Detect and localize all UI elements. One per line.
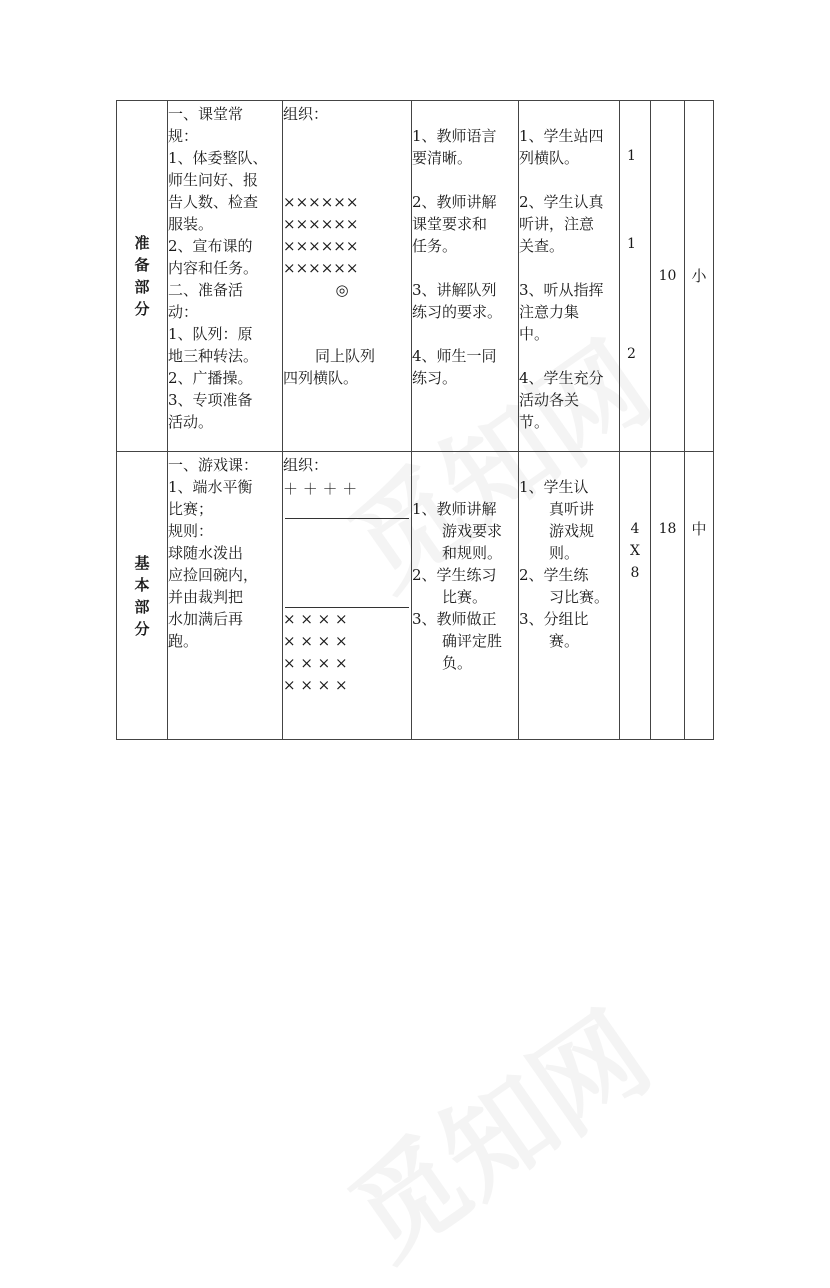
- content-line: 3、专项准备: [168, 391, 253, 409]
- times-value: 4: [630, 521, 640, 537]
- content-line: 告人数、检查: [168, 193, 259, 211]
- content-line: 动：: [168, 303, 199, 321]
- formation-row: × × × ×: [283, 610, 348, 628]
- watermark: [315, 970, 676, 1288]
- teacher-line: 课堂要求和: [412, 215, 488, 233]
- student-line: 活动各关: [519, 391, 580, 409]
- org-note: 同上队列: [315, 347, 376, 365]
- student-activity-cell: [519, 452, 620, 740]
- content-line: 1、端水平衡: [168, 478, 253, 496]
- intensity-cell: [685, 101, 714, 452]
- teacher-line: 练习。: [412, 369, 458, 387]
- teacher-activity-cell: [412, 452, 519, 740]
- teacher-line: 任务。: [412, 237, 458, 255]
- content-line: 规：: [168, 127, 199, 145]
- student-line: 4、学生充分: [519, 369, 604, 387]
- table-row-basic: [117, 452, 714, 740]
- formation-row: ××××××: [283, 193, 359, 211]
- student-activity-cell: [519, 101, 620, 452]
- content-line: 比赛；: [168, 500, 214, 518]
- organization-cell: [283, 452, 412, 740]
- content-line: 一、课堂常: [168, 105, 244, 123]
- times-value: 2: [627, 346, 636, 362]
- minutes-value: 18: [658, 521, 677, 537]
- content-cell: [168, 101, 283, 452]
- teacher-line: 要清晰。: [412, 149, 473, 167]
- teacher-line: 4、师生一同: [412, 347, 497, 365]
- teacher-line: 1、教师讲解: [412, 500, 497, 518]
- title-char: 分: [134, 300, 150, 318]
- intensity-value: 中: [691, 520, 707, 538]
- content-line: 师生问好、报: [168, 171, 259, 189]
- teacher-line: 2、学生练习: [412, 566, 497, 584]
- org-label: 组织：: [283, 105, 329, 123]
- title-char: 备: [134, 256, 150, 274]
- teacher-line: 1、教师语言: [412, 127, 497, 145]
- times-cell: [620, 101, 651, 452]
- lesson-plan-table: [116, 100, 714, 740]
- intensity-cell: [685, 452, 714, 740]
- organization-cell: [283, 101, 412, 452]
- content-line: 1、队列：原: [168, 325, 253, 343]
- content-line: 跑。: [168, 632, 199, 650]
- student-line: 关查。: [519, 237, 565, 255]
- content-line: 应捡回碗内，: [168, 566, 259, 584]
- teacher-line: 练习的要求。: [412, 303, 503, 321]
- formation-row: × × × ×: [283, 632, 348, 650]
- content-line: 活动。: [168, 413, 214, 431]
- title-char: 基: [134, 553, 150, 572]
- formation-row: × × × ×: [283, 654, 348, 672]
- teacher-line: 确评定胜: [442, 632, 503, 650]
- formation-row: × × × ×: [283, 676, 348, 694]
- times-value: 8: [630, 565, 640, 581]
- teacher-line: 3、教师做正: [412, 610, 497, 628]
- content-line: 规则：: [168, 522, 214, 540]
- intensity-value: 小: [691, 267, 707, 285]
- content-line: 二、准备活: [168, 281, 244, 299]
- teacher-line: 负。: [442, 654, 473, 672]
- table-row-preparation: [117, 101, 714, 452]
- student-line: 则。: [549, 544, 580, 562]
- student-line: 1、学生认: [519, 478, 589, 496]
- org-label: 组织：: [283, 456, 329, 474]
- student-line: 节。: [519, 413, 550, 431]
- teacher-line: 和规则。: [442, 544, 503, 562]
- content-line: 2、广播操。: [168, 369, 253, 387]
- section-title-basic: [117, 452, 168, 740]
- content-line: 2、宣布课的: [168, 237, 253, 255]
- content-line: 并由裁判把: [168, 588, 244, 606]
- finish-line: [285, 607, 409, 608]
- content-line: 内容和任务。: [168, 259, 259, 277]
- student-line: 习比赛。: [549, 588, 610, 606]
- title-char: 准: [134, 234, 150, 252]
- times-cell: [620, 452, 651, 740]
- org-note: 四列横队。: [283, 369, 359, 387]
- teacher-position-mark: ◎: [335, 281, 349, 299]
- student-line: 赛。: [549, 632, 580, 650]
- title-char: 部: [134, 597, 150, 616]
- teacher-line: 3、讲解队列: [412, 281, 497, 299]
- teacher-line: 比赛。: [442, 588, 488, 606]
- content-cell: [168, 452, 283, 740]
- title-char: 分: [134, 619, 150, 638]
- content-line: 服装。: [168, 215, 214, 233]
- student-line: 游戏规: [549, 522, 595, 540]
- minutes-cell: [651, 101, 685, 452]
- student-line: 3、分组比: [519, 610, 589, 628]
- content-line: 球随水泼出: [168, 544, 244, 562]
- student-line: 1、学生站四: [519, 127, 604, 145]
- content-line: 1、体委整队、: [168, 149, 268, 167]
- student-line: 注意力集: [519, 303, 580, 321]
- student-line: 真听讲: [549, 500, 595, 518]
- title-char: 部: [134, 278, 150, 296]
- formation-row: ××××××: [283, 237, 359, 255]
- start-line: [285, 518, 409, 519]
- student-line: 列横队。: [519, 149, 580, 167]
- start-line-markers: ＋ ＋ ＋ ＋: [283, 480, 358, 498]
- minutes-value: 10: [658, 268, 677, 284]
- student-line: 2、学生练: [519, 566, 589, 584]
- teacher-activity-cell: [412, 101, 519, 452]
- student-line: 3、听从指挥: [519, 281, 604, 299]
- section-title-preparation: [117, 101, 168, 452]
- formation-row: ××××××: [283, 259, 359, 277]
- student-line: 听讲，注意: [519, 215, 595, 233]
- content-line: 地三种转法。: [168, 347, 259, 365]
- content-line: 一、游戏课：: [168, 456, 259, 474]
- student-line: 中。: [519, 325, 550, 343]
- teacher-line: 游戏要求: [442, 522, 503, 540]
- times-value: 1: [627, 236, 636, 252]
- times-value: X: [630, 543, 640, 559]
- student-line: 2、学生认真: [519, 193, 604, 211]
- minutes-cell: [651, 452, 685, 740]
- title-char: 本: [134, 575, 150, 594]
- content-line: 水加满后再: [168, 610, 244, 628]
- teacher-line: 2、教师讲解: [412, 193, 497, 211]
- formation-row: ××××××: [283, 215, 359, 233]
- times-value: 1: [627, 148, 636, 164]
